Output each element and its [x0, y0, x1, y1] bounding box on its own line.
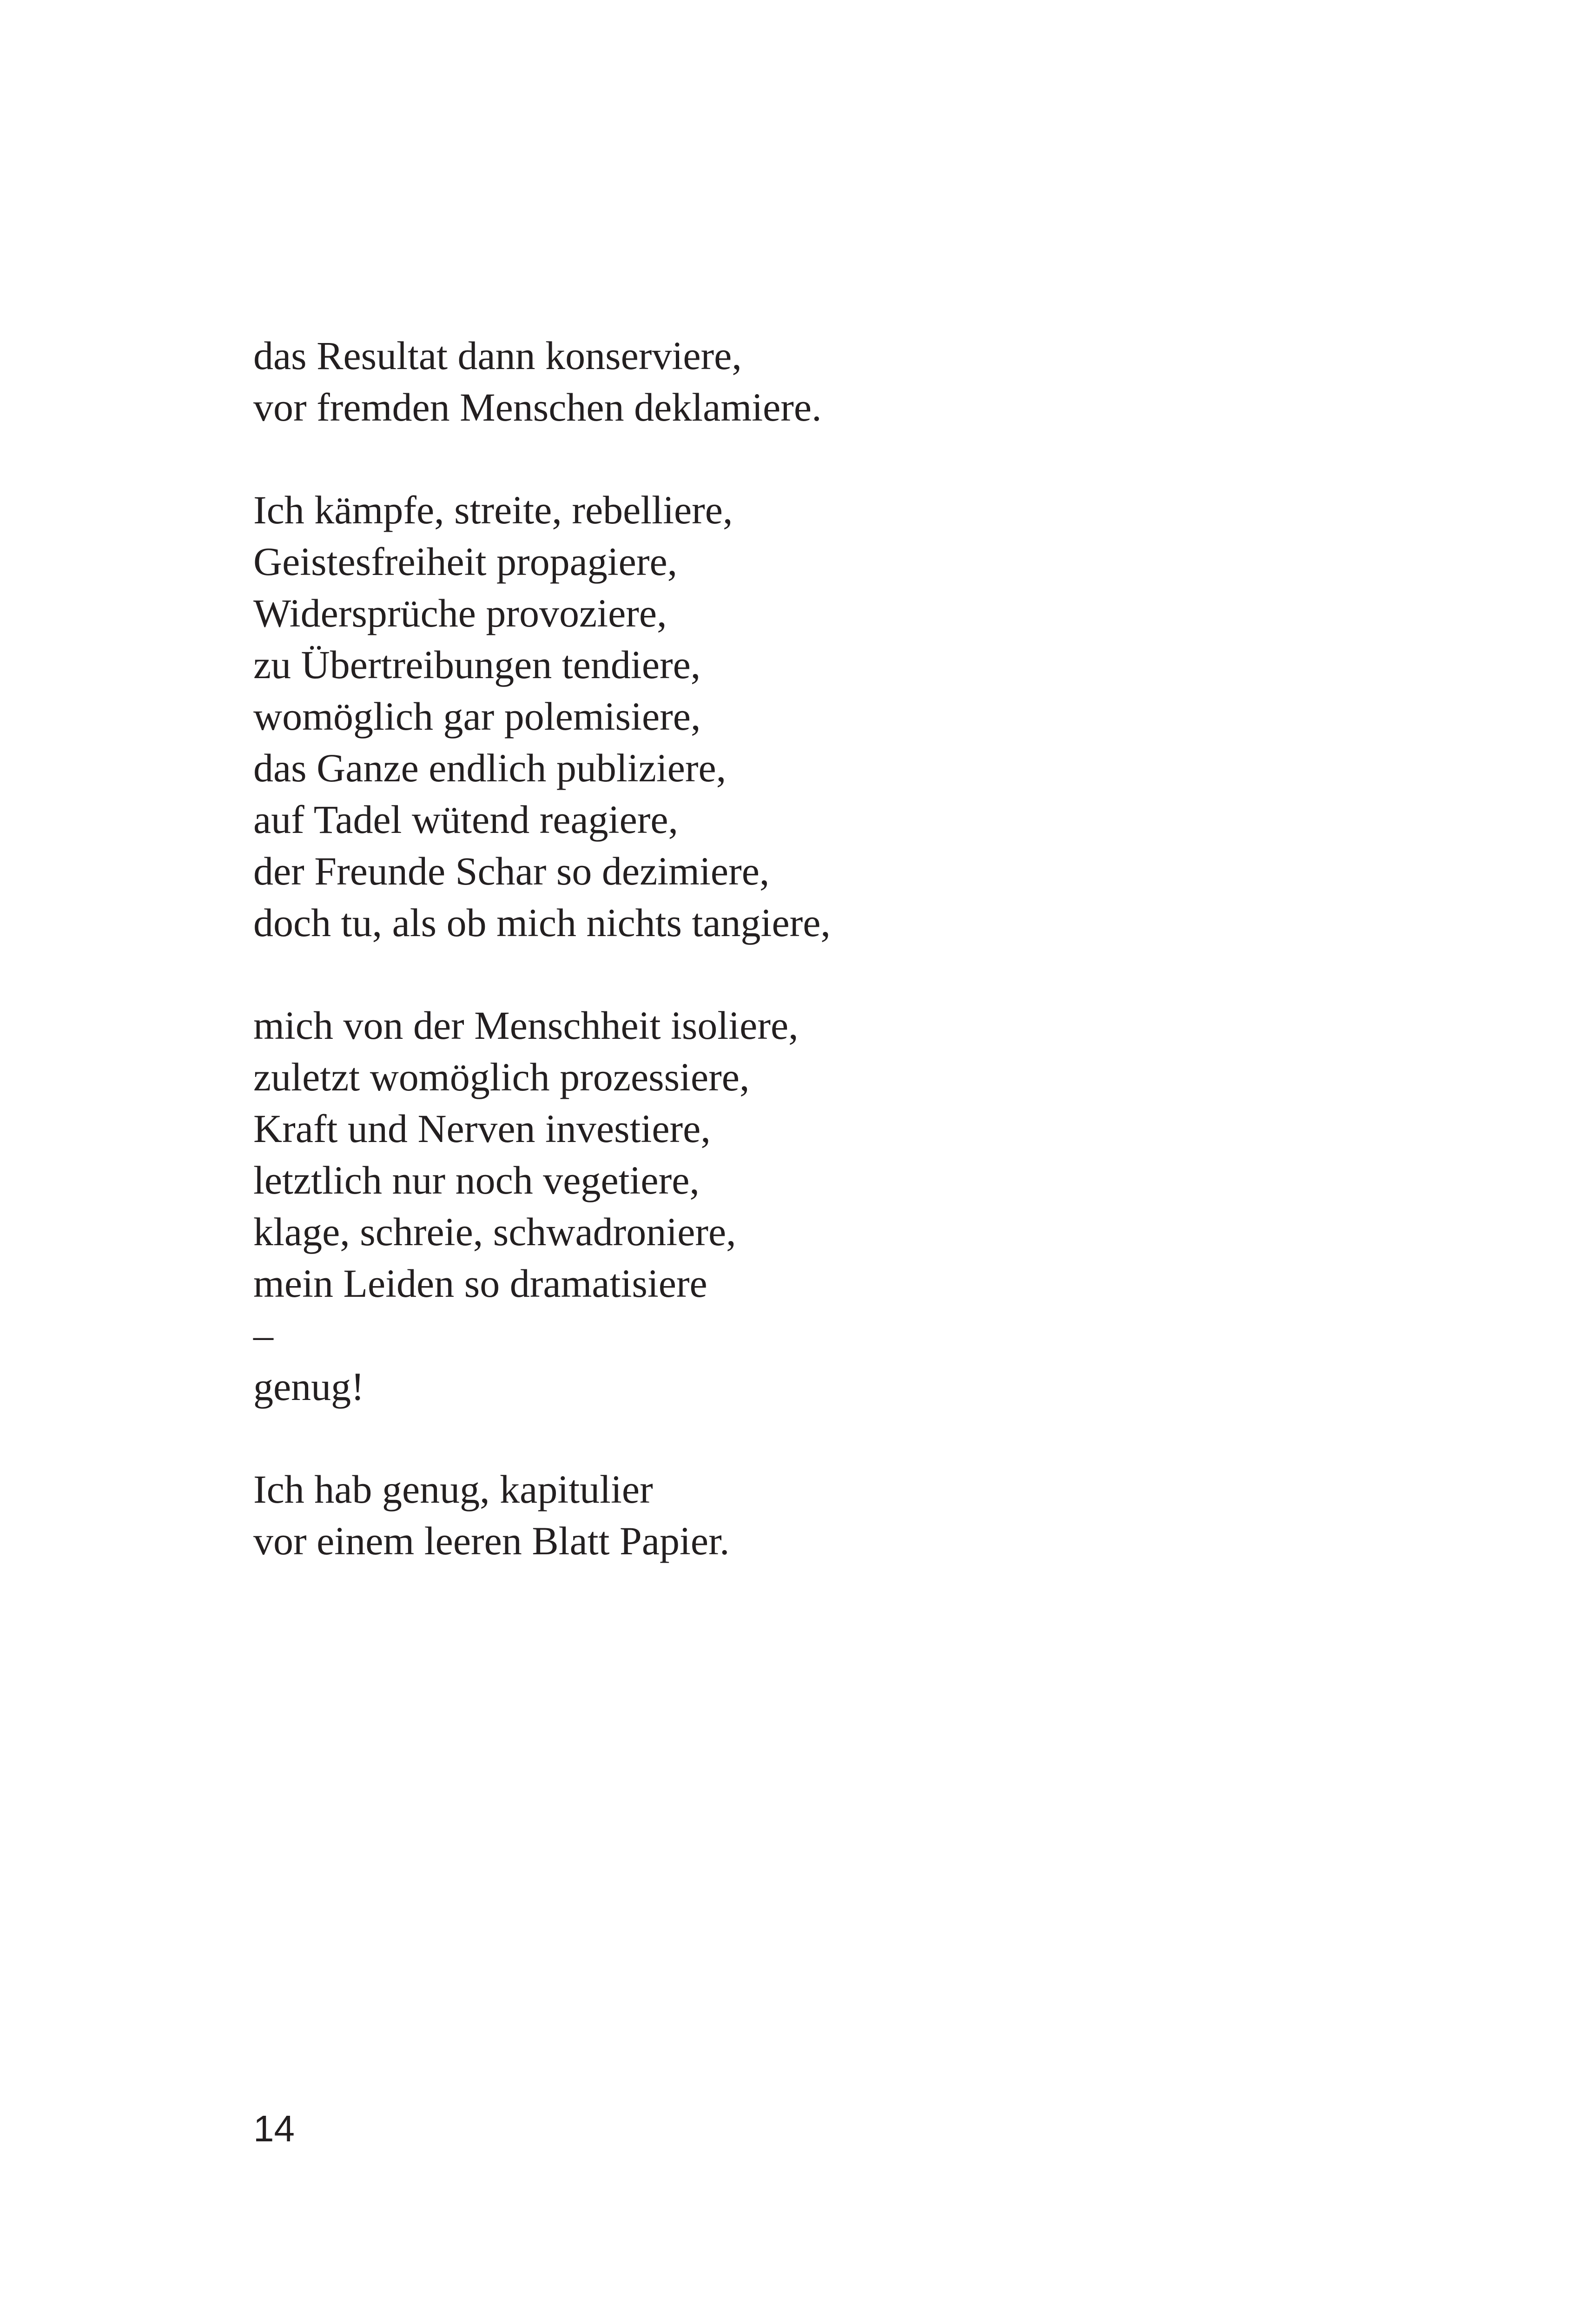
poem-line: womöglich gar polemisiere,: [253, 694, 701, 739]
poem-line: das Resultat dann konserviere,: [253, 333, 742, 378]
stanza-1: [253, 330, 1462, 433]
poem-line: das Ganze endlich publiziere,: [253, 746, 727, 790]
poem-line: der Freunde Schar so dezimiere,: [253, 849, 770, 893]
poem-dash: –: [253, 1313, 273, 1357]
poem-line: zuletzt womöglich prozessiere,: [253, 1055, 750, 1099]
poem-line: mich von der Menschheit isoliere,: [253, 1003, 799, 1048]
poem-text: [253, 330, 1462, 1618]
poem-line: Kraft und Nerven investiere,: [253, 1106, 711, 1151]
poem-line: zu Übertreibungen tendiere,: [253, 642, 701, 687]
stanza-3: [253, 1000, 1462, 1413]
poem-line: genug!: [253, 1364, 364, 1409]
poem-line: mein Leiden so dramatisiere: [253, 1261, 707, 1306]
stanza-4: [253, 1464, 1462, 1567]
poem-line: Geistesfreiheit propagiere,: [253, 539, 678, 584]
poem-line: doch tu, als ob mich nichts tangiere,: [253, 900, 831, 945]
poem-line: Ich hab genug, kapitulier: [253, 1467, 653, 1512]
poem-line: klage, schreie, schwadroniere,: [253, 1209, 736, 1254]
stanza-2: [253, 484, 1462, 949]
poem-line: vor fremden Menschen deklamiere.: [253, 385, 822, 429]
poem-line: letztlich nur noch vegetiere,: [253, 1158, 700, 1202]
poem-line: auf Tadel wütend reagiere,: [253, 797, 679, 842]
poem-line: Ich kämpfe, streite, rebelliere,: [253, 488, 733, 532]
page-number: 14: [253, 2108, 295, 2149]
poem-line: Widersprüche provoziere,: [253, 591, 667, 635]
poem-line: vor einem leeren Blatt Papier.: [253, 1519, 730, 1563]
